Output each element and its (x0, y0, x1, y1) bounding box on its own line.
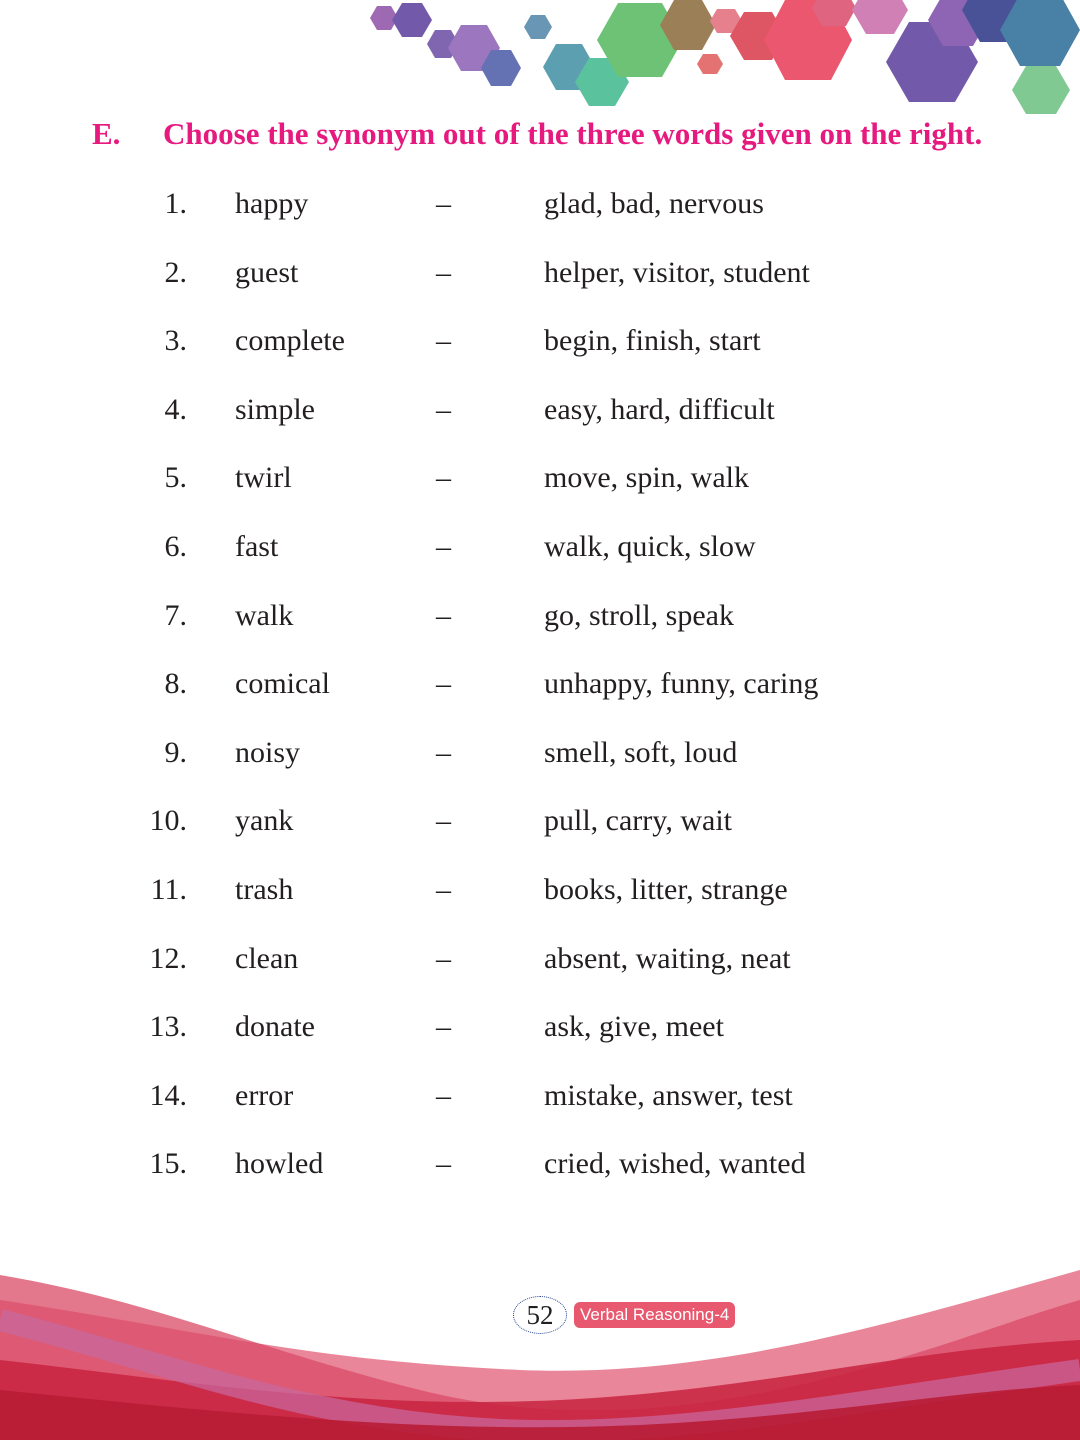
item-word: walk (235, 598, 294, 632)
item-options: absent, waiting, neat (544, 941, 791, 975)
item-word: howled (235, 1147, 324, 1181)
list-item (0, 184, 1080, 253)
item-word: noisy (235, 735, 301, 769)
book-title-tag: Verbal Reasoning-4 (574, 1302, 735, 1328)
list-item (0, 1007, 1080, 1076)
item-number: 11. (150, 872, 187, 906)
list-item (0, 939, 1080, 1008)
item-dash: – (436, 461, 451, 495)
list-item (0, 596, 1080, 665)
item-number: 10. (149, 804, 187, 838)
page-number: 52 (513, 1296, 567, 1334)
item-dash: – (436, 872, 451, 906)
item-number: 7. (164, 598, 187, 632)
list-item (0, 1144, 1080, 1213)
item-word: comical (235, 667, 330, 701)
list-item (0, 664, 1080, 733)
item-dash: – (436, 598, 451, 632)
item-options: helper, visitor, student (544, 255, 810, 289)
item-options: easy, hard, difficult (544, 392, 775, 426)
item-dash: – (436, 255, 451, 289)
list-item (0, 458, 1080, 527)
item-dash: – (436, 392, 451, 426)
item-options: glad, bad, nervous (544, 187, 764, 220)
item-number: 15. (149, 1147, 187, 1181)
item-options: smell, soft, loud (544, 735, 738, 769)
item-options: walk, quick, slow (544, 529, 756, 563)
item-number: 3. (164, 324, 187, 358)
list-item (0, 390, 1080, 459)
item-word: clean (235, 941, 299, 975)
list-item (0, 253, 1080, 322)
item-options: pull, carry, wait (544, 804, 732, 838)
item-number: 2. (164, 255, 187, 289)
item-options: go, stroll, speak (544, 598, 734, 632)
list-item (0, 527, 1080, 596)
decorative-hexagons (0, 0, 1080, 130)
item-dash: – (436, 735, 451, 769)
item-number: 6. (164, 529, 187, 563)
item-word: twirl (235, 461, 292, 495)
item-number: 4. (164, 392, 187, 426)
item-word: fast (235, 529, 279, 563)
item-options: ask, give, meet (544, 1010, 724, 1044)
item-number: 14. (149, 1078, 187, 1112)
item-number: 5. (164, 461, 187, 495)
item-number: 13. (149, 1010, 187, 1044)
item-number: 9. (164, 735, 187, 769)
exercise-heading (92, 116, 982, 152)
item-word: donate (235, 1010, 315, 1044)
item-word: guest (235, 255, 299, 289)
list-item (0, 1076, 1080, 1145)
item-word: complete (235, 324, 345, 358)
item-dash: – (436, 529, 451, 563)
item-number: 12. (149, 941, 187, 975)
item-word: trash (235, 872, 294, 906)
exercise-instruction: Choose the synonym out of the three words given on the right. (163, 116, 983, 151)
item-options: cried, wished, wanted (544, 1147, 806, 1181)
item-dash: – (436, 187, 451, 220)
item-word: happy (235, 187, 309, 220)
item-dash: – (436, 804, 451, 838)
exercise-letter: E. (92, 116, 121, 151)
list-item (0, 801, 1080, 870)
decorative-footer-waves (0, 1260, 1080, 1440)
item-dash: – (436, 1010, 451, 1044)
list-item (0, 321, 1080, 390)
item-number: 8. (164, 667, 187, 701)
item-word: yank (235, 804, 294, 838)
item-options: unhappy, funny, caring (544, 667, 819, 701)
synonym-list (0, 184, 1080, 1213)
item-options: begin, finish, start (544, 324, 761, 358)
item-options: books, litter, strange (544, 872, 788, 906)
item-dash: – (436, 941, 451, 975)
item-options: move, spin, walk (544, 461, 749, 495)
list-item (0, 733, 1080, 802)
item-word: simple (235, 392, 315, 426)
item-word: error (235, 1078, 294, 1112)
item-options: mistake, answer, test (544, 1078, 793, 1112)
item-number: 1. (164, 187, 187, 220)
item-dash: – (436, 1147, 451, 1181)
item-dash: – (436, 1078, 451, 1112)
item-dash: – (436, 667, 451, 701)
item-dash: – (436, 324, 451, 358)
list-item (0, 870, 1080, 939)
